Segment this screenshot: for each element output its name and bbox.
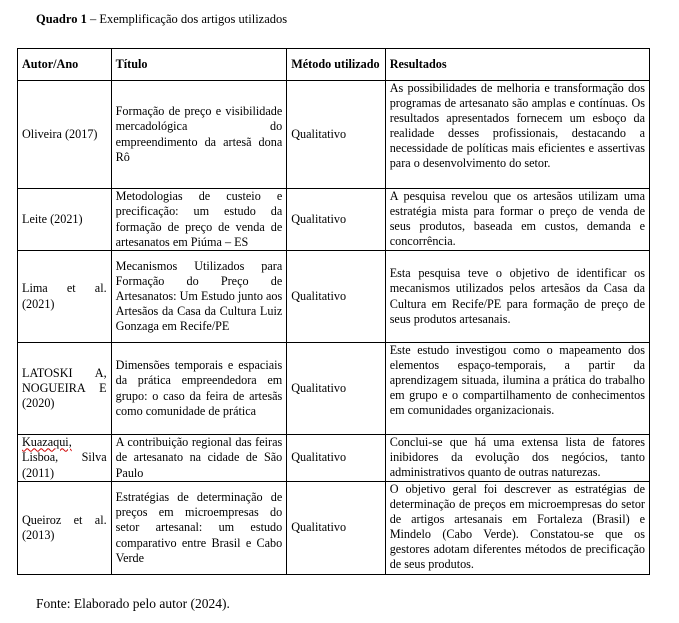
- cell-resultados: Conclui-se que há uma extensa lista de fatores inibidores da evolução dos negócios, tanto administrativos quanto de outras naturezas.: [385, 435, 649, 482]
- autor-rest: Lisboa, Silva (2011): [22, 450, 107, 480]
- cell-titulo: Mecanismos Utilizados para Formação do Preço de Artesanatos: Um Estudo junto aos Artesãos da Casa da Cultura Luiz Gonzaga em Recife/PE: [111, 251, 287, 343]
- cell-metodo: Qualitativo: [287, 435, 385, 482]
- cell-resultados: As possibilidades de melhoria e transformação dos programas de artesanato são amplas e contínuas. Os resultados apresentados fornecem um esboço da realidade desses profissionais, destacando a necessidade de políticas mais eficientes e assertivas para o desenvolvimento do setor.: [385, 81, 649, 189]
- cell-metodo: Qualitativo: [287, 189, 385, 251]
- cell-resultados: Este estudo investigou como o mapeamento dos elementos espaço-temporais, a partir da aprendizagem situada, ilumina a prática do trabalho em grupo e o compartilhamento de conhecimentos em comunidades organizacionais.: [385, 343, 649, 435]
- table-caption: [36, 12, 287, 27]
- cell-metodo: Qualitativo: [287, 81, 385, 189]
- caption-label: Quadro 1: [36, 12, 87, 26]
- cell-autor: [18, 435, 112, 482]
- cell-metodo: Qualitativo: [287, 482, 385, 575]
- articles-table: [17, 48, 650, 575]
- cell-titulo: Dimensões temporais e espaciais da prática empreendedora em grupo: o caso da feira de artesãs como comunidade de prática: [111, 343, 287, 435]
- table-row: [18, 189, 650, 251]
- cell-autor: Leite (2021): [18, 189, 112, 251]
- header-metodo: Método utilizado: [287, 49, 385, 81]
- table-header-row: [18, 49, 650, 81]
- caption-text: – Exemplificação dos artigos utilizados: [86, 12, 288, 26]
- header-titulo: Título: [111, 49, 287, 81]
- cell-resultados: A pesquisa revelou que os artesãos utilizam uma estratégia mista para formar o preço de venda de seus produtos, baseada em custos, demanda e concorrência.: [385, 189, 649, 251]
- header-autor: Autor/Ano: [18, 49, 112, 81]
- cell-autor: Queiroz et al. (2013): [18, 482, 112, 575]
- cell-titulo: Estratégias de determinação de preços em microempresas do setor artesanal: um estudo comparativo entre Brasil e Cabo Verde: [111, 482, 287, 575]
- table-source: Fonte: Elaborado pelo autor (2024).: [36, 596, 230, 611]
- cell-titulo: Metodologias de custeio e precificação: um estudo da formação de preço de venda de artesanatos em Piúma – ES: [111, 189, 287, 251]
- cell-resultados: O objetivo geral foi descrever as estratégias de determinação de preços em microempresas do setor de artigos artesanais em Fortaleza (Brasil) e Mindelo (Cabo Verde). Constatou-se que os gestores adotam diferentes métodos de precificação de seus produtos.: [385, 482, 649, 575]
- table-row: [18, 482, 650, 575]
- table-row: [18, 343, 650, 435]
- header-resultados: Resultados: [385, 49, 649, 81]
- cell-autor: Oliveira (2017): [18, 81, 112, 189]
- cell-autor: Lima et al. (2021): [18, 251, 112, 343]
- table-row: [18, 435, 650, 482]
- cell-metodo: Qualitativo: [287, 343, 385, 435]
- autor-first-name: Kuazaqui,: [22, 435, 72, 450]
- cell-resultados: Esta pesquisa teve o objetivo de identificar os mecanismos utilizados pelos artesãos da Casa da Cultura em Recife/PE para formação de preço de seus produtos artesanais.: [385, 251, 649, 343]
- table-row: [18, 251, 650, 343]
- table-row: [18, 81, 650, 189]
- cell-titulo: A contribuição regional das feiras de artesanato na cidade de São Paulo: [111, 435, 287, 482]
- cell-metodo: Qualitativo: [287, 251, 385, 343]
- cell-autor: LATOSKI A, NOGUEIRA E (2020): [18, 343, 112, 435]
- cell-titulo: Formação de preço e visibilidade mercadológica do empreendimento da artesã dona Rô: [111, 81, 287, 189]
